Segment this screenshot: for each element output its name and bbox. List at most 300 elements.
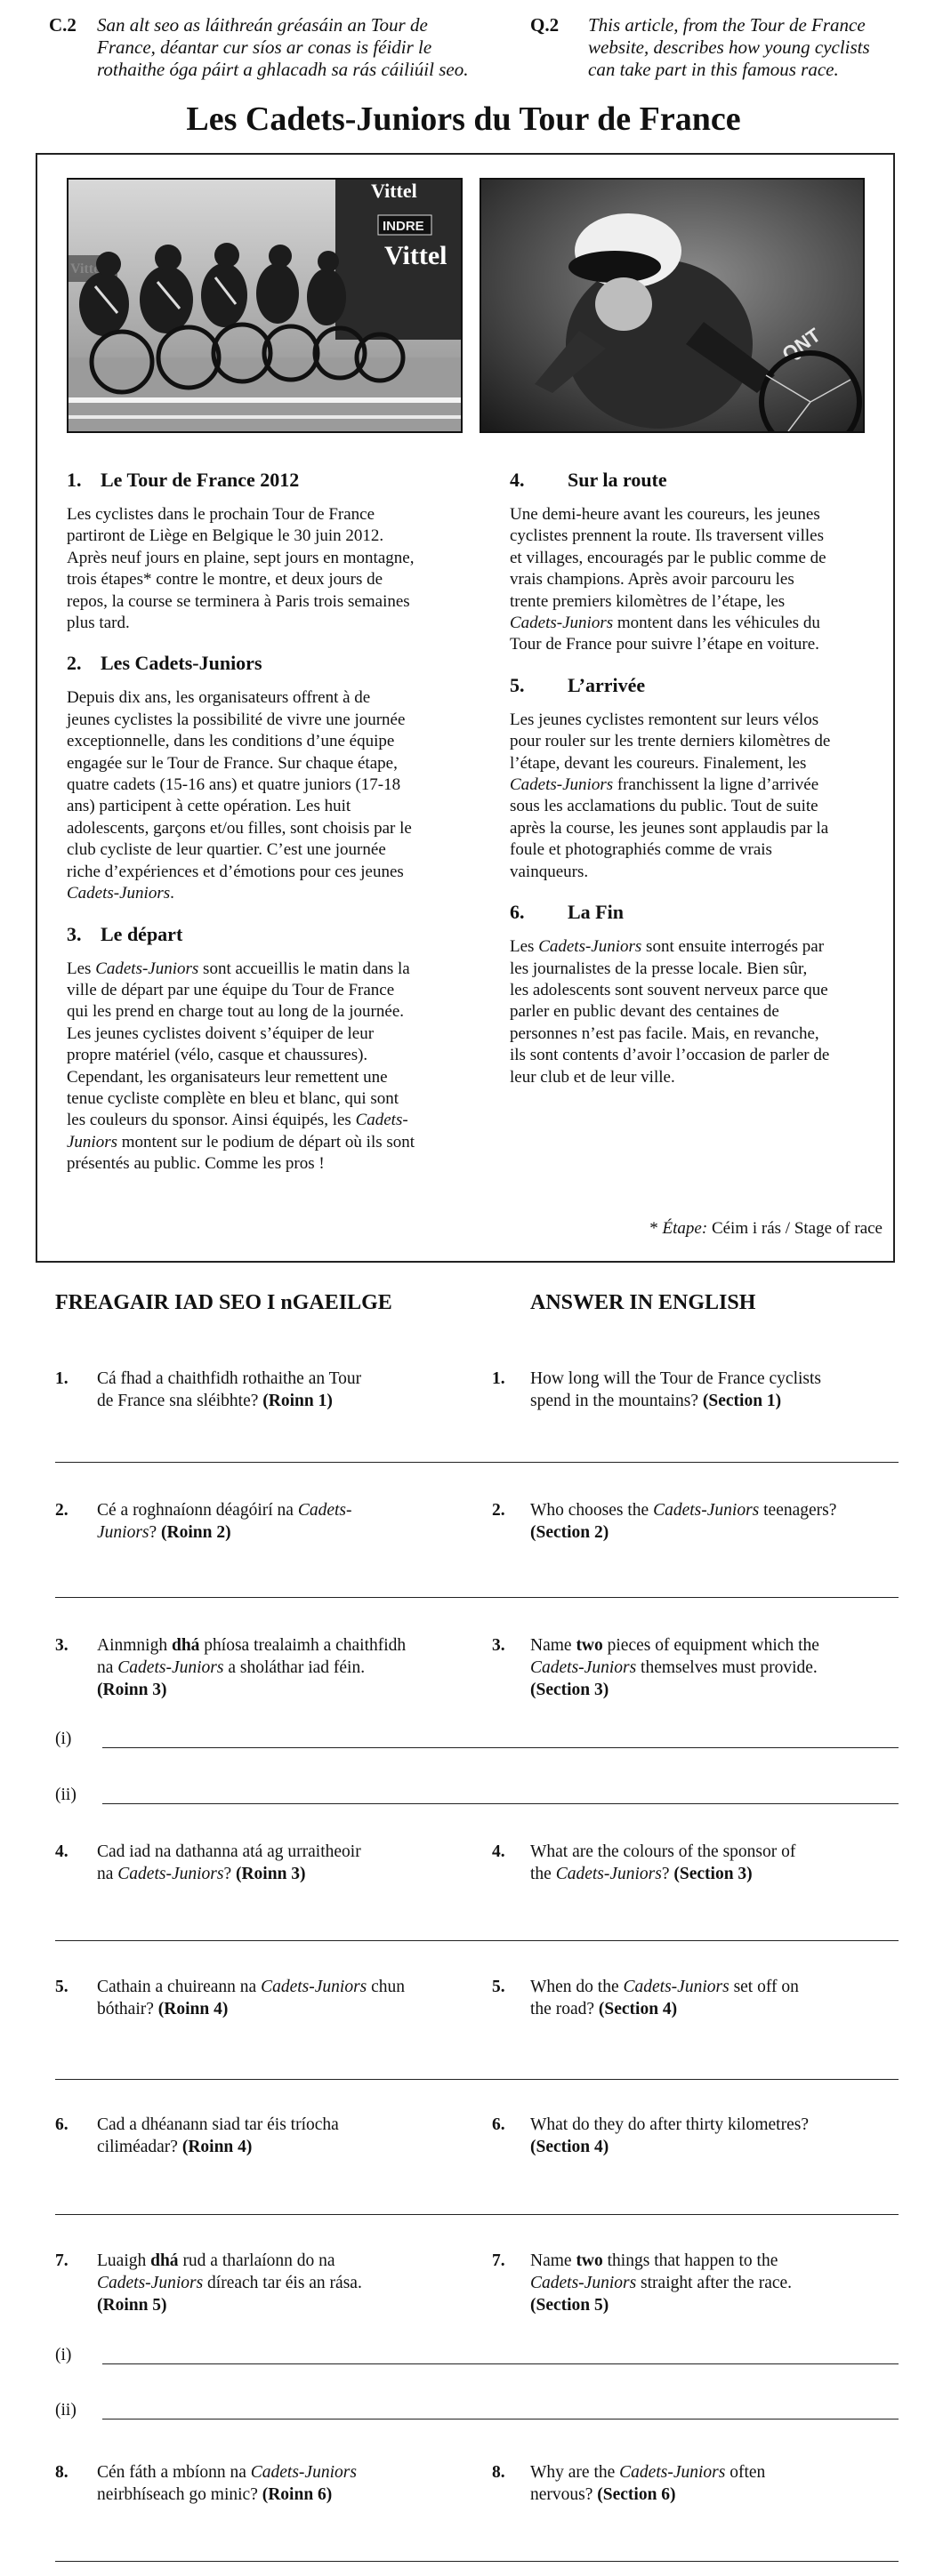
text-line [530, 2114, 809, 2136]
english-answer-header: ANSWER IN ENGLISH [530, 1291, 756, 1314]
text-segment: Les [67, 959, 96, 978]
text-line [510, 1045, 883, 1066]
text-line [67, 569, 472, 590]
text-segment: tenue cycliste complète en bleu et blanc, qui sont [67, 1088, 399, 1108]
answer-line-q3-1[interactable] [102, 1747, 899, 1748]
text-line [67, 1088, 472, 1110]
text-line [510, 839, 883, 861]
intro-english [530, 14, 904, 85]
emphasis-term: (Roinn 2) [161, 1523, 231, 1542]
text-line [67, 504, 472, 526]
text-line [97, 1521, 351, 1544]
emphasis-term: dhá [171, 1636, 200, 1655]
text-line [67, 959, 472, 980]
text-segment: ville de départ par une équipe du Tour de France [67, 980, 395, 999]
text-line [530, 1368, 821, 1390]
section-title: L’arrivée [568, 673, 646, 696]
section-body [510, 936, 883, 1088]
emphasis-term: (Roinn 4) [157, 2000, 229, 2018]
italic-term: Cadets-Juniors [623, 1978, 730, 1996]
text-segment: Cathain a chuireann na [97, 1978, 262, 1996]
question-6-irish [55, 2114, 473, 2158]
text-line [530, 1634, 819, 1657]
question-8-irish [55, 2461, 473, 2506]
answer-part-label: (ii) [55, 1786, 77, 1804]
text-segment: What do they do after thirty kilometres? [530, 2115, 809, 2134]
text-line [67, 1067, 472, 1088]
text-line [530, 2461, 765, 2484]
text-line [510, 526, 883, 547]
article-section-4 [510, 469, 883, 656]
question-text [530, 2461, 765, 2506]
italic-term: Juniors [97, 1523, 149, 1542]
text-segment: vainqueurs. [510, 862, 589, 881]
text-line [97, 1390, 361, 1412]
text-segment: Cependant, les organisateurs leur remettent une [67, 1067, 388, 1087]
text-line [97, 1679, 406, 1701]
question-4-irish [55, 1841, 473, 1885]
article-section-3 [67, 923, 472, 1176]
emphasis-term: (Roinn 3) [97, 1681, 167, 1699]
text-segment: ? [223, 1865, 236, 1883]
text-line [510, 731, 883, 752]
italic-term: Cadets-Juniors [97, 2274, 204, 2292]
italic-term: Cadets-Juniors [117, 1658, 224, 1677]
text-segment: adolescents, garçons et/ou filles, sont choisis par le [67, 818, 412, 838]
italic-term: Cadets-Juniors [261, 1978, 367, 1996]
text-segment: When do the [530, 1978, 624, 1996]
text-segment: ? [661, 1865, 674, 1883]
text-segment: exceptionnelle, dans les conditions d’une équipe [67, 732, 395, 751]
text-segment: vrais champions. Après avoir parcouru les [510, 570, 794, 590]
italic-term: Cadets-Juniors [117, 1865, 224, 1883]
answer-line-q6[interactable] [55, 2214, 899, 2215]
footnote: * Étape: Céim i rás / Stage of race [649, 1219, 883, 1238]
italic-term: Cadets- [297, 1501, 352, 1520]
text-line [97, 1998, 405, 2020]
text-line [97, 1499, 351, 1521]
text-line [97, 1657, 406, 1679]
text-line [97, 1863, 361, 1885]
text-segment: l’étape, devant les coureurs. Finalement, les [510, 753, 807, 773]
answer-line-q1[interactable] [55, 1462, 899, 1463]
text-segment: Name [530, 2251, 576, 2270]
text-segment: Cá fhad a chaithfidh rothaithe an Tour [97, 1369, 362, 1388]
text-segment: ? [149, 1523, 162, 1542]
question-6-english [492, 2114, 901, 2158]
text-segment: jeunes cyclistes la possibilité de vivre une journée [67, 710, 406, 729]
question-number: 7. [492, 2251, 505, 2270]
answer-line-q2[interactable] [55, 1597, 899, 1598]
jersey-logo: QNT [778, 323, 825, 366]
section-body [510, 504, 883, 656]
text-segment: the road? [530, 2000, 599, 2018]
text-segment: ils sont contents d’avoir l’occasion de parler de [510, 1046, 830, 1065]
text-segment: pieces of equipment which the [602, 1636, 819, 1655]
question-number: 3. [55, 1636, 69, 1655]
question-1-english [492, 1368, 901, 1412]
text-line [510, 1067, 883, 1088]
text-segment: Les jeunes cyclistes doivent s’équiper de leur [67, 1023, 375, 1043]
section-title: Sur la route [568, 469, 667, 491]
question-text [530, 1841, 795, 1885]
section-heading [67, 469, 472, 492]
text-line [530, 1841, 795, 1863]
section-heading [510, 469, 883, 492]
answer-line-q7-1[interactable] [102, 2363, 899, 2364]
answer-part-label: (i) [55, 2346, 72, 2364]
text-segment: chun [367, 1978, 406, 1996]
question-text [97, 1976, 405, 2020]
section-number: 3. [67, 922, 82, 945]
photo-cyclist-portrait [480, 178, 865, 433]
question-code-english: Q.2 [530, 14, 560, 36]
question-2-english [492, 1499, 901, 1544]
text-line [67, 839, 472, 861]
text-segment: franchissent la ligne d’arrivée [613, 775, 819, 795]
text-line [67, 613, 472, 634]
text-line [97, 1634, 406, 1657]
text-segment: things that happen to the [602, 2251, 778, 2270]
text-segment: phíosa trealaimh a chaithfidh [199, 1636, 407, 1655]
question-text [97, 1841, 361, 1885]
text-line [530, 1679, 819, 1701]
text-segment: spend in the mountains? [530, 1392, 703, 1410]
section-heading [510, 901, 883, 924]
question-number: 1. [492, 1369, 505, 1388]
text-segment: ans) participent à cette opération. Les huit [67, 797, 351, 816]
text-line [97, 1841, 361, 1863]
text-line [510, 959, 883, 980]
intro-irish-text: San alt seo as láithreán gréasáin an Tour de France, déantar cur síos ar conas is féidir le rothaithe óga páirt a ghlacadh sa rás cáiliúil seo. [97, 14, 469, 80]
italic-term: Cadets-Juniors [250, 2463, 357, 2482]
section-title: Le Tour de France 2012 [101, 469, 300, 491]
text-segment: set off on [729, 1978, 799, 1996]
answer-line-q4[interactable] [55, 1940, 899, 1941]
text-segment: et villages, encouragés par le public comme de [510, 548, 826, 567]
question-number: 3. [492, 1636, 505, 1655]
question-text [97, 1368, 361, 1412]
text-line [97, 2461, 357, 2484]
italic-term: Cadets-Juniors [538, 937, 642, 957]
emphasis-term: two [576, 2251, 603, 2270]
question-number: 4. [492, 1842, 505, 1861]
sign-vittel-right: Vittel [384, 241, 447, 270]
section-title: La Fin [568, 901, 624, 924]
text-segment: rud a tharlaíonn do na [178, 2251, 335, 2270]
emphasis-term: (Section 5) [530, 2296, 609, 2315]
text-line [97, 2484, 357, 2506]
italic-term: Cadets-Juniors [653, 1501, 760, 1520]
text-line [510, 862, 883, 883]
text-line [67, 883, 472, 904]
text-line [510, 591, 883, 613]
text-line [510, 569, 883, 590]
italic-term: Cadets-Juniors [95, 959, 199, 978]
text-segment: Cad iad na dathanna atá ag urraitheoir [97, 1842, 361, 1861]
text-segment: What are the colours of the sponsor of [530, 1842, 796, 1861]
emphasis-term: (Section 2) [530, 1523, 609, 1542]
text-line [97, 2136, 339, 2158]
section-number: 5. [510, 673, 525, 696]
text-segment: Who chooses the [530, 1501, 654, 1520]
question-code-irish: C.2 [49, 14, 77, 36]
section-number: 6. [510, 901, 525, 924]
question-text [530, 1499, 836, 1544]
text-line [67, 1045, 472, 1066]
emphasis-term: (Section 4) [530, 2138, 609, 2156]
question-text [97, 2114, 339, 2158]
article-column-left [67, 469, 472, 1251]
emphasis-term: (Roinn 4) [181, 2138, 253, 2156]
text-segment: often [725, 2463, 766, 2482]
text-segment: neirbhíseach go minic? [97, 2485, 262, 2504]
emphasis-term: dhá [150, 2251, 179, 2270]
section-body [67, 959, 472, 1176]
text-segment: personnes n’est pas facile. Mais, en revanche, [510, 1023, 819, 1043]
emphasis-term: (Roinn 3) [235, 1865, 306, 1883]
text-segment: quatre cadets (15-16 ans) et quatre juniors (17-18 [67, 775, 401, 795]
section-title: Le départ [101, 922, 183, 945]
text-segment: propre matériel (vélo, casque et chaussures). [67, 1046, 368, 1065]
text-segment: Les [510, 937, 539, 957]
italic-term: Cadets- [355, 1111, 408, 1130]
text-line [510, 936, 883, 958]
text-line [510, 1023, 883, 1045]
italic-term: Cadets-Juniors [619, 2463, 726, 2482]
text-line [510, 980, 883, 1001]
text-line [67, 710, 472, 731]
text-segment: na [97, 1658, 118, 1677]
text-segment: après la course, les jeunes sont applaudis par la [510, 818, 829, 838]
text-segment: Les jeunes cyclistes remontent sur leurs vélos [510, 710, 819, 729]
text-segment: Les cyclistes dans le prochain Tour de France [67, 505, 375, 524]
text-segment: a sholáthar iad féin. [223, 1658, 366, 1677]
text-segment: themselves must provide. [636, 1658, 818, 1677]
emphasis-term: (Section 3) [530, 1681, 609, 1699]
italic-term: Cadets-Juniors [530, 2274, 637, 2292]
text-line [67, 753, 472, 774]
text-line [530, 2272, 792, 2294]
text-line [67, 796, 472, 817]
question-number: 7. [55, 2251, 69, 2270]
text-segment: straight after the race. [636, 2274, 793, 2292]
text-line [67, 731, 472, 752]
photo-cyclists-start [67, 178, 463, 433]
answer-line-q8[interactable] [55, 2561, 899, 2562]
section-body [67, 687, 472, 904]
text-segment: sont accueillis le matin dans la [198, 959, 410, 978]
text-line [530, 2294, 792, 2316]
text-line [510, 818, 883, 839]
section-number: 2. [67, 652, 82, 675]
footnote-term: Étape: [662, 1219, 708, 1238]
text-line [510, 613, 883, 634]
intro-irish [49, 14, 503, 85]
text-segment: club cycliste de leur quartier. C’est une journée [67, 840, 386, 860]
question-2-irish [55, 1499, 473, 1544]
question-number: 6. [55, 2115, 69, 2134]
question-number: 1. [55, 1369, 69, 1388]
section-title: Les Cadets-Juniors [101, 652, 262, 675]
text-line [510, 1001, 883, 1023]
section-number: 4. [510, 469, 525, 491]
text-line [67, 1001, 472, 1023]
question-3-irish [55, 1634, 473, 1701]
text-segment: Après neuf jours en plaine, sept jours en montagne, [67, 548, 415, 567]
text-line [530, 1390, 821, 1412]
italic-term: Cadets-Juniors [510, 614, 614, 633]
text-segment: parler en public devant des centaines de [510, 1002, 779, 1022]
text-line [67, 1132, 472, 1153]
text-line [530, 1657, 819, 1679]
answer-line-q5[interactable] [55, 2079, 899, 2080]
text-line [530, 1521, 836, 1544]
text-segment: foule et photographiés comme de vrais [510, 840, 772, 860]
text-line [530, 1976, 799, 1998]
question-text [530, 1976, 799, 2020]
text-segment: Cé a roghnaíonn déagóirí na [97, 1501, 298, 1520]
text-line [67, 1110, 472, 1131]
text-segment: partiront de Liège en Belgique le 30 juin 2012. [67, 526, 384, 546]
text-segment: sous les acclamations du public. Tout de suite [510, 797, 818, 816]
question-number: 8. [55, 2463, 69, 2482]
intro-english-text: This article, from the Tour de France website, describes how young cyclists can take part in this famous race. [588, 14, 870, 80]
emphasis-term: (Roinn 1) [262, 1392, 333, 1410]
question-text [97, 1634, 406, 1701]
text-line [97, 2294, 362, 2316]
text-line [510, 634, 883, 655]
text-line [530, 1499, 836, 1521]
text-line [67, 774, 472, 796]
emphasis-term: (Roinn 5) [97, 2296, 167, 2315]
emphasis-term: (Section 4) [598, 2000, 678, 2018]
text-line [530, 2484, 765, 2506]
text-segment: bóthair? [97, 2000, 158, 2018]
article-section-6 [510, 901, 883, 1088]
text-line [67, 1023, 472, 1045]
question-8-english [492, 2461, 901, 2506]
question-text [97, 2250, 362, 2316]
text-line [67, 548, 472, 569]
text-segment: Why are the [530, 2463, 620, 2482]
question-number: 4. [55, 1842, 69, 1861]
text-line [530, 1863, 795, 1885]
answer-line-q7-2[interactable] [102, 2419, 899, 2420]
question-text [530, 2114, 809, 2158]
question-5-irish [55, 1976, 473, 2020]
text-segment: plus tard. [67, 614, 130, 633]
text-line [67, 591, 472, 613]
text-segment: Une demi-heure avant les coureurs, les jeunes [510, 505, 820, 524]
text-segment: Tour de France pour suivre l’étape en voiture. [510, 635, 819, 654]
text-segment: How long will the Tour de France cyclists [530, 1369, 822, 1388]
text-segment: Name [530, 1636, 576, 1655]
text-segment: Cén fáth a mbíonn na [97, 2463, 251, 2482]
text-segment: nervous? [530, 2485, 598, 2504]
text-segment: sont ensuite interrogés par [641, 937, 825, 957]
italic-term: Cadets-Juniors [67, 884, 171, 903]
question-7-irish [55, 2250, 473, 2316]
photo-cyclists-start-image [69, 180, 461, 431]
text-segment: na [97, 1865, 118, 1883]
text-segment: trente premiers kilomètres de l’étape, les [510, 591, 786, 611]
italic-term: Cadets-Juniors [530, 1658, 637, 1677]
text-segment: les couleurs du sponsor. Ainsi équipés, les [67, 1111, 356, 1130]
text-line [530, 2250, 792, 2272]
text-line [510, 548, 883, 569]
text-line [97, 2250, 362, 2272]
question-5-english [492, 1976, 901, 2020]
question-text [97, 1499, 351, 1544]
text-segment: riche d’expériences et d’émotions pour ces jeunes [67, 862, 404, 881]
text-segment: qui les prend en charge tout au long de la journée. [67, 1002, 404, 1022]
question-text [530, 2250, 792, 2316]
text-segment: teenagers? [759, 1501, 837, 1520]
section-heading [510, 674, 883, 697]
article-section-1 [67, 469, 472, 634]
question-7-english [492, 2250, 901, 2316]
text-segment: the [530, 1865, 556, 1883]
text-line [67, 818, 472, 839]
italic-term: Cadets-Juniors [510, 775, 614, 795]
text-segment: ciliméadar? [97, 2138, 182, 2156]
emphasis-term: (Section 3) [673, 1865, 753, 1883]
text-segment: les journalistes de la presse locale. Bien sûr, [510, 959, 808, 978]
text-segment: Depuis dix ans, les organisateurs offrent à de [67, 688, 371, 708]
irish-answer-header: FREAGAIR IAD SEO I nGAEILGE [55, 1291, 392, 1314]
text-line [510, 753, 883, 774]
text-segment: les adolescents sont souvent nerveux parce que [510, 980, 828, 999]
text-line [67, 1153, 472, 1175]
text-segment: trois étapes* contre le montre, et deux jours de [67, 570, 383, 590]
text-line [67, 862, 472, 883]
text-line [510, 796, 883, 817]
emphasis-term: (Roinn 6) [262, 2485, 333, 2504]
question-number: 5. [492, 1978, 505, 1996]
text-line [510, 774, 883, 796]
text-line [67, 980, 472, 1001]
question-3-english [492, 1634, 901, 1701]
question-text [530, 1634, 819, 1701]
text-line [97, 2272, 362, 2294]
text-segment: montent dans les véhicules du [613, 614, 820, 633]
photo-cyclist-portrait-image [481, 180, 863, 431]
answer-line-q3-2[interactable] [102, 1803, 899, 1804]
question-text [530, 1368, 821, 1412]
question-text [97, 2461, 357, 2506]
text-segment: pour rouler sur les trente derniers kilomètres de [510, 732, 831, 751]
section-number: 1. [67, 469, 82, 491]
text-segment: de France sna sléibhte? [97, 1392, 263, 1410]
sign-indre: INDRE [383, 219, 424, 234]
italic-term: Juniors [67, 1132, 117, 1152]
article-section-5 [510, 674, 883, 883]
question-number: 8. [492, 2463, 505, 2482]
text-segment: Luaigh [97, 2251, 151, 2270]
text-line [67, 526, 472, 547]
text-line [530, 1998, 799, 2020]
text-segment: leur club et de leur ville. [510, 1067, 675, 1087]
question-number: 5. [55, 1978, 69, 1996]
text-segment: . [170, 884, 174, 903]
text-line [97, 1976, 405, 1998]
italic-term: Cadets-Juniors [555, 1865, 662, 1883]
text-segment: cyclistes prennent la route. Ils traversent villes [510, 526, 824, 546]
text-line [97, 2114, 339, 2136]
text-segment: repos, la course se terminera à Paris trois semaines [67, 591, 410, 611]
text-line [510, 504, 883, 526]
